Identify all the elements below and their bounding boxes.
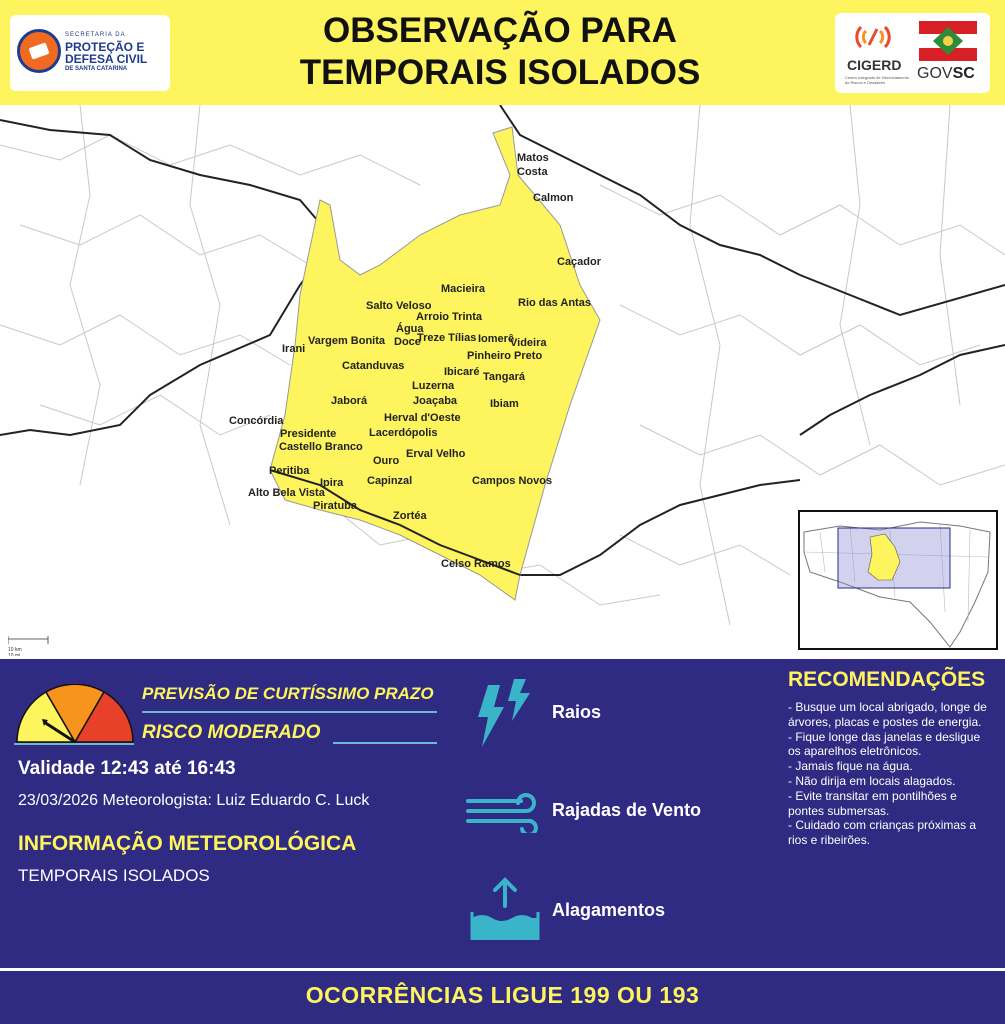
city-label: Arroio Trinta <box>416 311 483 323</box>
city-label: Herval d'Oeste <box>384 412 461 424</box>
dc-logo-small-text: SECRETARIA DA <box>65 32 126 38</box>
info-title: INFORMAÇÃO METEOROLÓGICA <box>18 832 357 855</box>
city-label: Ibicaré <box>444 366 480 378</box>
defesa-civil-emblem-icon <box>17 29 61 73</box>
cigerd-signal-icon <box>853 21 893 55</box>
city-label: Água <box>396 323 424 335</box>
city-label: Calmon <box>533 192 574 204</box>
defesa-civil-logo <box>10 15 170 91</box>
risk-level-label: RISCO MODERADO <box>142 722 321 743</box>
cigerd-subtitle: Centro Integrado de Gerenciamento de Riscos e Desastres <box>845 75 910 85</box>
map-bottom-divider <box>0 656 1005 659</box>
cigerd-name: CIGERD <box>847 57 902 73</box>
recommendation-item: - Jamais fique na água. <box>788 759 913 774</box>
city-label: Matos <box>517 152 549 164</box>
risk-underline <box>333 742 437 744</box>
footer-divider <box>0 968 1005 971</box>
city-label: Doce <box>394 336 421 348</box>
city-label: Luzerna <box>412 380 455 392</box>
dc-logo-line2: DEFESA CIVIL <box>65 52 148 66</box>
city-label: Irani <box>282 343 306 355</box>
recommendation-item: - Evite transitar em pontilhões e pontes submersas. <box>788 788 957 818</box>
city-label: Alto Bela Vista <box>248 487 325 499</box>
city-label: Campos Novos <box>472 475 553 487</box>
city-label: Vargem Bonita <box>308 335 386 347</box>
city-label: Lacerdópolis <box>369 427 438 439</box>
cigerd-govsc-logo <box>835 13 990 93</box>
recommendations-list <box>788 700 993 848</box>
recommendation-item: - Cuidado com crianças próximas a rios e ribeirões. <box>788 818 977 848</box>
recommendation-item: - Não dirija em locais alagados. <box>788 773 956 788</box>
city-label: Iomerê <box>478 333 515 345</box>
issued-by-text: 23/03/2026 Meteorologista: Luiz Eduardo C. Luck <box>18 792 370 809</box>
wind-icon <box>466 793 546 833</box>
city-label: Piratuba <box>313 500 358 512</box>
city-label: Jaborá <box>331 395 368 407</box>
dc-logo-line3: DE SANTA CATARINA <box>65 66 128 72</box>
hazard-label-alagamentos: Alagamentos <box>552 900 666 920</box>
title-line-2: TEMPORAIS ISOLADOS <box>299 53 701 92</box>
city-label: Celso Ramos <box>441 558 511 570</box>
city-label: Salto Veloso <box>366 300 432 312</box>
city-label: Videira <box>510 337 547 349</box>
gauge-underline <box>14 743 134 745</box>
dc-logo-line1: PROTEÇÃO E <box>65 40 145 54</box>
city-label: Ouro <box>373 455 400 467</box>
lightning-icon <box>474 677 534 749</box>
heading-underline <box>142 711 437 713</box>
recommendation-item: - Busque um local abrigado, longe de árvores, placas e postes de energia. <box>788 700 987 729</box>
alert-map <box>0 105 1005 656</box>
city-label: Zortéa <box>393 510 427 522</box>
map-scale-bar: 10 km 10 mi <box>8 647 22 656</box>
validity-text: Validade 12:43 até 16:43 <box>18 758 236 779</box>
hazard-label-rajadas: Rajadas de Vento <box>552 800 702 820</box>
city-label: Rio das Antas <box>518 297 591 309</box>
city-label: Peritiba <box>269 465 310 477</box>
risk-gauge-icon <box>14 684 136 744</box>
city-label: Pinheiro Preto <box>467 350 543 362</box>
city-label: Treze Tílias <box>417 332 477 344</box>
city-label: Erval Velho <box>406 448 466 460</box>
santa-catarina-flag-icon <box>919 21 977 61</box>
forecast-heading: PREVISÃO DE CURTÍSSIMO PRAZO <box>142 684 434 703</box>
city-label: Joaçaba <box>413 395 458 407</box>
city-label: Ipira <box>320 477 344 489</box>
recommendations-title: RECOMENDAÇÕES <box>788 668 986 691</box>
info-text: TEMPORAIS ISOLADOS <box>18 866 210 885</box>
city-label: Ibiam <box>490 398 519 410</box>
city-label: Castello Branco <box>279 441 363 453</box>
inset-locator-map <box>798 510 998 650</box>
city-label: Costa <box>517 166 548 178</box>
city-label: Catanduvas <box>342 360 405 372</box>
title-line-1: OBSERVAÇÃO PARA <box>323 11 677 50</box>
city-label: Concórdia <box>229 415 284 427</box>
emergency-phone-footer: OCORRÊNCIAS LIGUE 199 OU 193 <box>305 982 700 1008</box>
page-title <box>200 10 800 94</box>
govsc-text: GOVSC <box>917 65 975 82</box>
hazard-label-raios: Raios <box>552 702 602 722</box>
city-label: Capinzal <box>367 475 413 487</box>
recommendation-item: - Fique longe das janelas e desligue os aparelhos eletrônicos. <box>788 729 981 759</box>
flood-icon <box>470 876 540 942</box>
header-banner <box>0 0 1005 105</box>
city-label: Caçador <box>557 256 602 268</box>
city-label: Macieira <box>441 283 486 295</box>
city-label: Tangará <box>483 371 525 383</box>
city-label: Presidente <box>280 428 337 440</box>
